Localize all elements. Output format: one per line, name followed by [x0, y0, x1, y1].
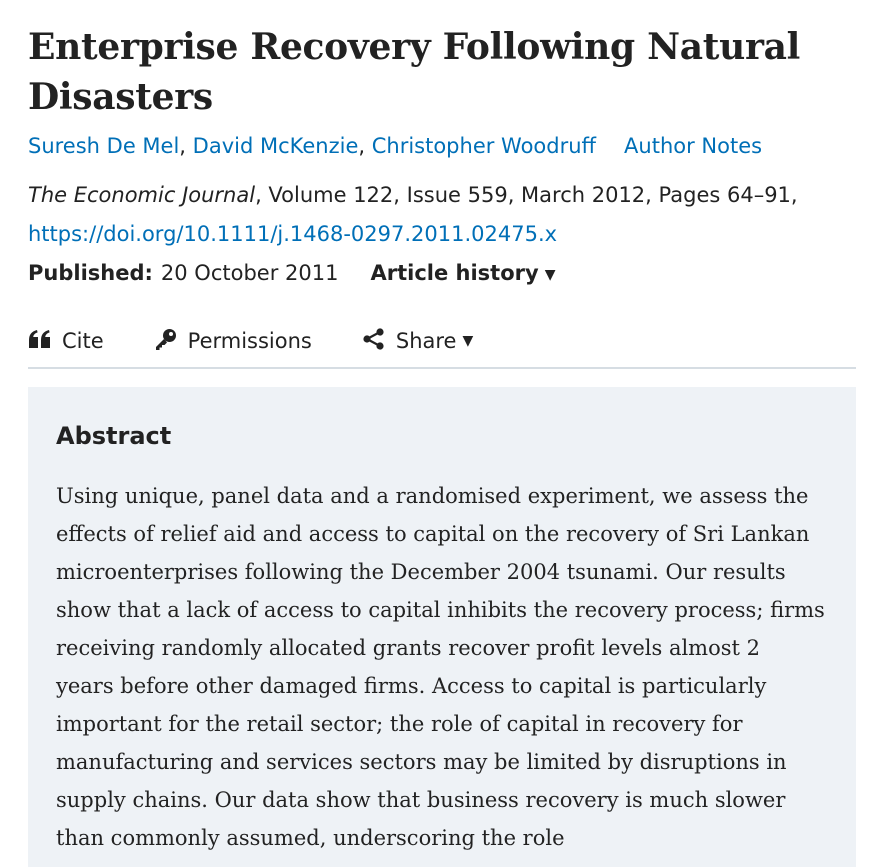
citation [28, 176, 856, 254]
permissions-button[interactable] [154, 327, 312, 355]
abstract-text: Using unique, panel data and a randomised experiment, we assess the effects of relief aid and access to capital on the recovery of Sri Lankan microenterprises following the December 2004 tsunami. Our results show that a lack of access to capital inhibits the recovery process; firms receiving randomly allocated grants recover profit levels almost 2 years before other damaged firms. Access to capital is particularly important for the retail sector; the role of capital in recovery for manufacturing and services sectors may be limited by disruptions in supply chains. Our data show that business recovery is much slower than commonly assumed, underscoring the role [56, 484, 832, 850]
caret-down-icon: ▼ [462, 333, 474, 349]
quote-icon [28, 329, 52, 354]
cite-button[interactable] [28, 327, 104, 355]
author-notes-link[interactable]: Author Notes [624, 134, 763, 158]
article-toolbar [28, 327, 856, 369]
publication-info [28, 254, 856, 294]
caret-down-icon: ▼ [544, 267, 556, 283]
author-separator: , [358, 134, 372, 158]
permissions-label: Permissions [187, 329, 312, 353]
published-date: 20 October 2011 [160, 261, 339, 285]
share-label: Share [395, 329, 457, 353]
article-header [28, 0, 856, 369]
article-history-toggle[interactable] [370, 261, 555, 285]
abstract-section [28, 387, 856, 867]
abstract-heading: Abstract [56, 422, 172, 450]
author-separator: , [179, 134, 193, 158]
published-label: Published: [28, 261, 153, 285]
cite-label: Cite [62, 329, 104, 353]
share-button[interactable] [362, 327, 473, 355]
share-icon [362, 327, 386, 356]
citation-details: , Volume 122, Issue 559, March 2012, Pages 64–91, [255, 183, 798, 207]
article-history-label: Article history [370, 261, 539, 285]
author-link-de-mel[interactable]: Suresh De Mel [28, 134, 180, 158]
journal-name: The Economic Journal [28, 183, 256, 207]
author-list [28, 126, 856, 166]
doi-link[interactable]: https://doi.org/10.1111/j.1468-0297.2011.02475.x [28, 222, 558, 246]
key-icon [154, 327, 178, 356]
author-link-mckenzie[interactable]: David McKenzie [192, 134, 359, 158]
article-title: Enterprise Recovery Following Natural Disasters [28, 26, 801, 118]
author-link-woodruff[interactable]: Christopher Woodruff [371, 134, 597, 158]
